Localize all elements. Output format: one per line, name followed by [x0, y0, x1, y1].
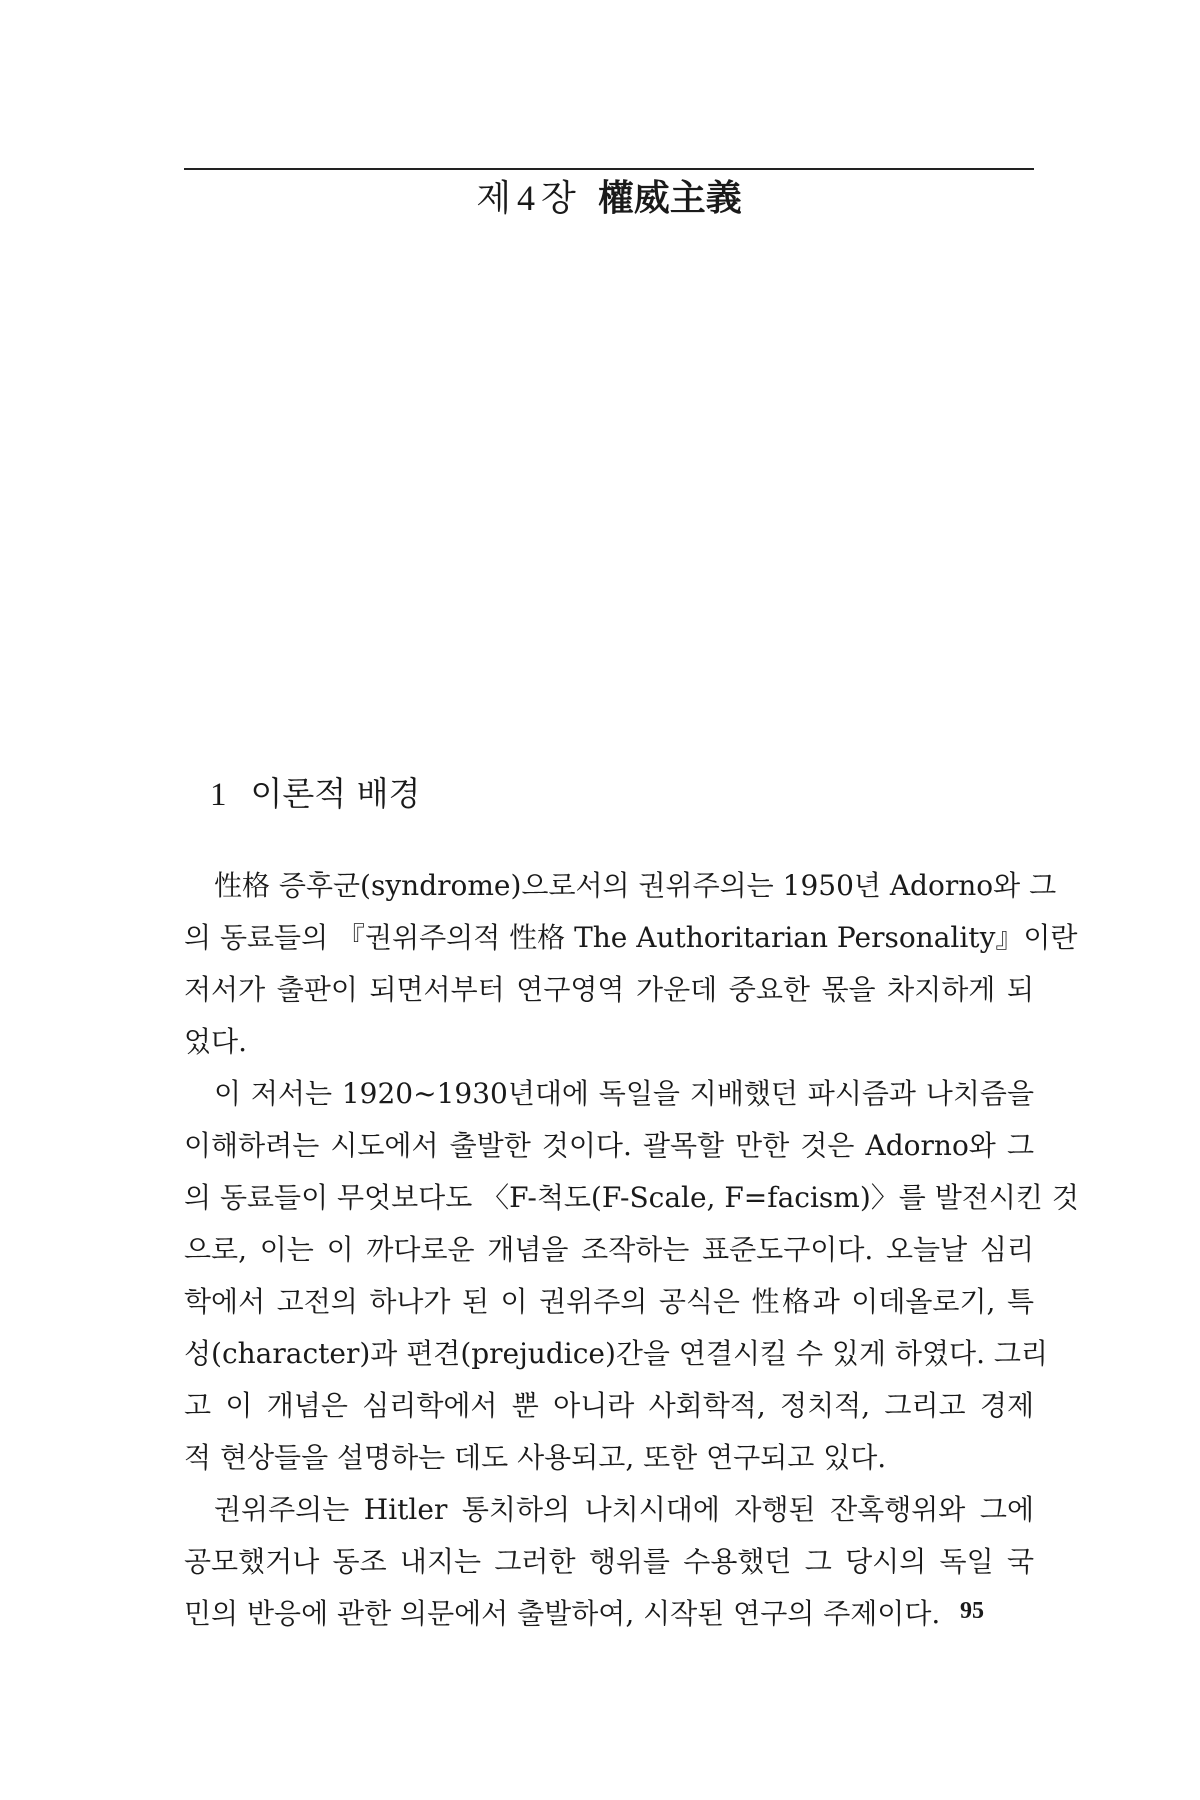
chapter-rule: [184, 168, 1034, 170]
chapter-name: 權威主義: [597, 177, 742, 219]
text-line: 이 저서는 1920~1930년대에 독일을 지배했던 파시즘과 나치즘을: [214, 1077, 1034, 1110]
chapter-prefix: 제: [476, 178, 511, 219]
chapter-number: 4: [516, 178, 535, 218]
text-line: 이해하려는 시도에서 출발한 것이다. 괄목할 만한 것은 Adorno와 그: [184, 1129, 1034, 1162]
text-line: 의 동료들의 『권위주의적 性格 The Authoritarian Personality』이란: [184, 921, 1078, 954]
text-line: 적 현상들을 설명하는 데도 사용되고, 또한 연구되고 있다.: [184, 1441, 887, 1474]
body-text: [184, 860, 1079, 1640]
text-line: 학에서 고전의 하나가 된 이 권위주의 공식은 性格과 이데올로기, 특: [184, 1285, 1034, 1318]
text-line: 性格 증후군(syndrome)으로서의 권위주의는 1950년 Adorno와 그: [214, 869, 1057, 902]
text-line: 성(character)과 편견(prejudice)간을 연결시킬 수 있게 하였다. 그리: [184, 1337, 1048, 1370]
text-line: 의 동료들이 무엇보다도 〈F-척도(F-Scale, F=facism)〉를 발전시킨 것: [184, 1181, 1079, 1214]
text-line: 민의 반응에 관한 의문에서 출발하여, 시작된 연구의 주제이다.: [184, 1597, 941, 1630]
text-line: 었다.: [184, 1025, 247, 1058]
page-number: 95: [960, 1598, 984, 1624]
text-line: 저서가 출판이 되면서부터 연구영역 가운데 중요한 몫을 차지하게 되: [184, 973, 1034, 1006]
text-line: 고 이 개념은 심리학에서 뿐 아니라 사회학적, 정치적, 그리고 경제: [184, 1389, 1034, 1422]
text-line: 으로, 이는 이 까다로운 개념을 조작하는 표준도구이다. 오늘날 심리: [184, 1233, 1034, 1266]
text-line: 권위주의는 Hitler 통치하의 나치시대에 자행된 잔혹행위와 그에: [214, 1493, 1034, 1526]
section-title: 이론적 배경: [250, 774, 421, 813]
text-line: 공모했거나 동조 내지는 그러한 행위를 수용했던 그 당시의 독일 국: [184, 1545, 1034, 1578]
chapter-word: 장: [540, 178, 576, 219]
section-heading: [210, 772, 420, 817]
chapter-title: [184, 174, 1034, 223]
section-number: 1: [210, 777, 227, 813]
